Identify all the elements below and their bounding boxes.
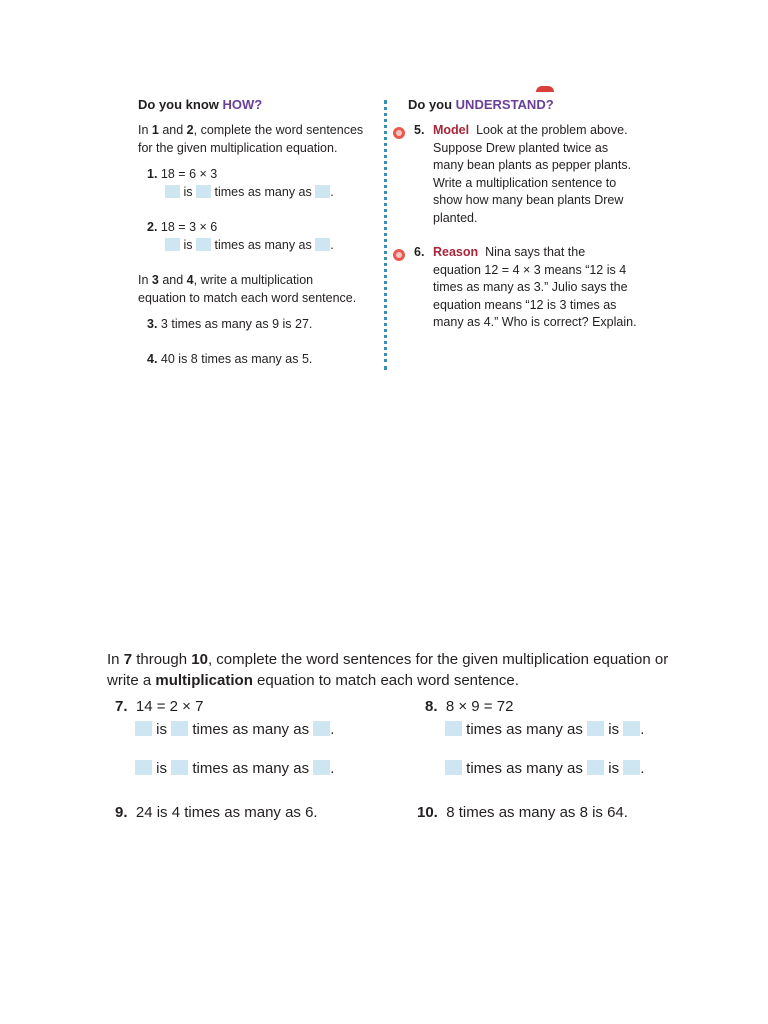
question-5: Model Look at the problem above. Suppose Drew planted twice as many bean plants as pepper plants. Write a multiplication sentence to show how many bean plants Drew planted. [433, 123, 632, 225]
answer-box[interactable] [165, 185, 180, 198]
question-10: 10. 8 times as many as 8 is 64. [417, 804, 628, 821]
answer-box[interactable] [196, 185, 211, 198]
question-9: 9. 24 is 4 times as many as 6. [115, 804, 318, 821]
question-5-number: 5. [414, 123, 425, 137]
decorative-tab [536, 86, 554, 92]
answer-box[interactable] [587, 760, 604, 775]
understand-heading-prefix: Do you [408, 97, 456, 112]
answer-box[interactable] [171, 721, 188, 736]
answer-box[interactable] [165, 238, 180, 251]
question-6: Reason Nina says that the equation 12 = 4 × 3 means “12 is 4 times as many as 3.” Julio says the equation means “12 is 3 times as many as 4.” Who is correct? Explain. [433, 245, 637, 329]
answer-box[interactable] [135, 760, 152, 775]
answer-box[interactable] [587, 721, 604, 736]
understand-heading [408, 97, 554, 112]
question-1: 1. 18 = 6 × 3 is times as many as . [147, 167, 334, 199]
column-divider [384, 100, 387, 370]
answer-box[interactable] [445, 760, 462, 775]
question-7: 7. 14 = 2 × 7 is times as many as . is times as many as . [115, 698, 335, 777]
answer-box[interactable] [313, 721, 330, 736]
bullet-icon [393, 125, 405, 143]
how-heading [138, 97, 262, 112]
bullet-icon [393, 247, 405, 265]
understand-heading-accent: UNDERSTAND? [455, 97, 554, 112]
answer-box[interactable] [623, 721, 640, 736]
answer-box[interactable] [135, 721, 152, 736]
answer-box[interactable] [196, 238, 211, 251]
how-heading-accent: HOW? [222, 97, 263, 112]
answer-box[interactable] [315, 238, 330, 251]
how-intro: In 1 and 2, complete the word sentences for the given multiplication equation. [138, 123, 364, 155]
answer-box[interactable] [171, 760, 188, 775]
how-intro-2: In 3 and 4, write a multiplication equation to match each word sentence. [138, 273, 357, 305]
question-3: 3. 3 times as many as 9 is 27. [147, 317, 313, 331]
answer-box[interactable] [313, 760, 330, 775]
bottom-intro: In 7 through 10, complete the word sentences for the given multiplication equation or write a multiplication equation to match each word sentence. [107, 651, 669, 689]
how-heading-prefix: Do you know [138, 97, 223, 112]
answer-box[interactable] [623, 760, 640, 775]
question-6-number: 6. [414, 245, 425, 259]
answer-box[interactable] [315, 185, 330, 198]
question-8: 8. 8 × 9 = 72 times as many as is . times as many as is . [425, 698, 645, 777]
question-4: 4. 40 is 8 times as many as 5. [147, 352, 313, 366]
answer-box[interactable] [445, 721, 462, 736]
question-2: 2. 18 = 3 × 6 is times as many as . [147, 220, 334, 252]
